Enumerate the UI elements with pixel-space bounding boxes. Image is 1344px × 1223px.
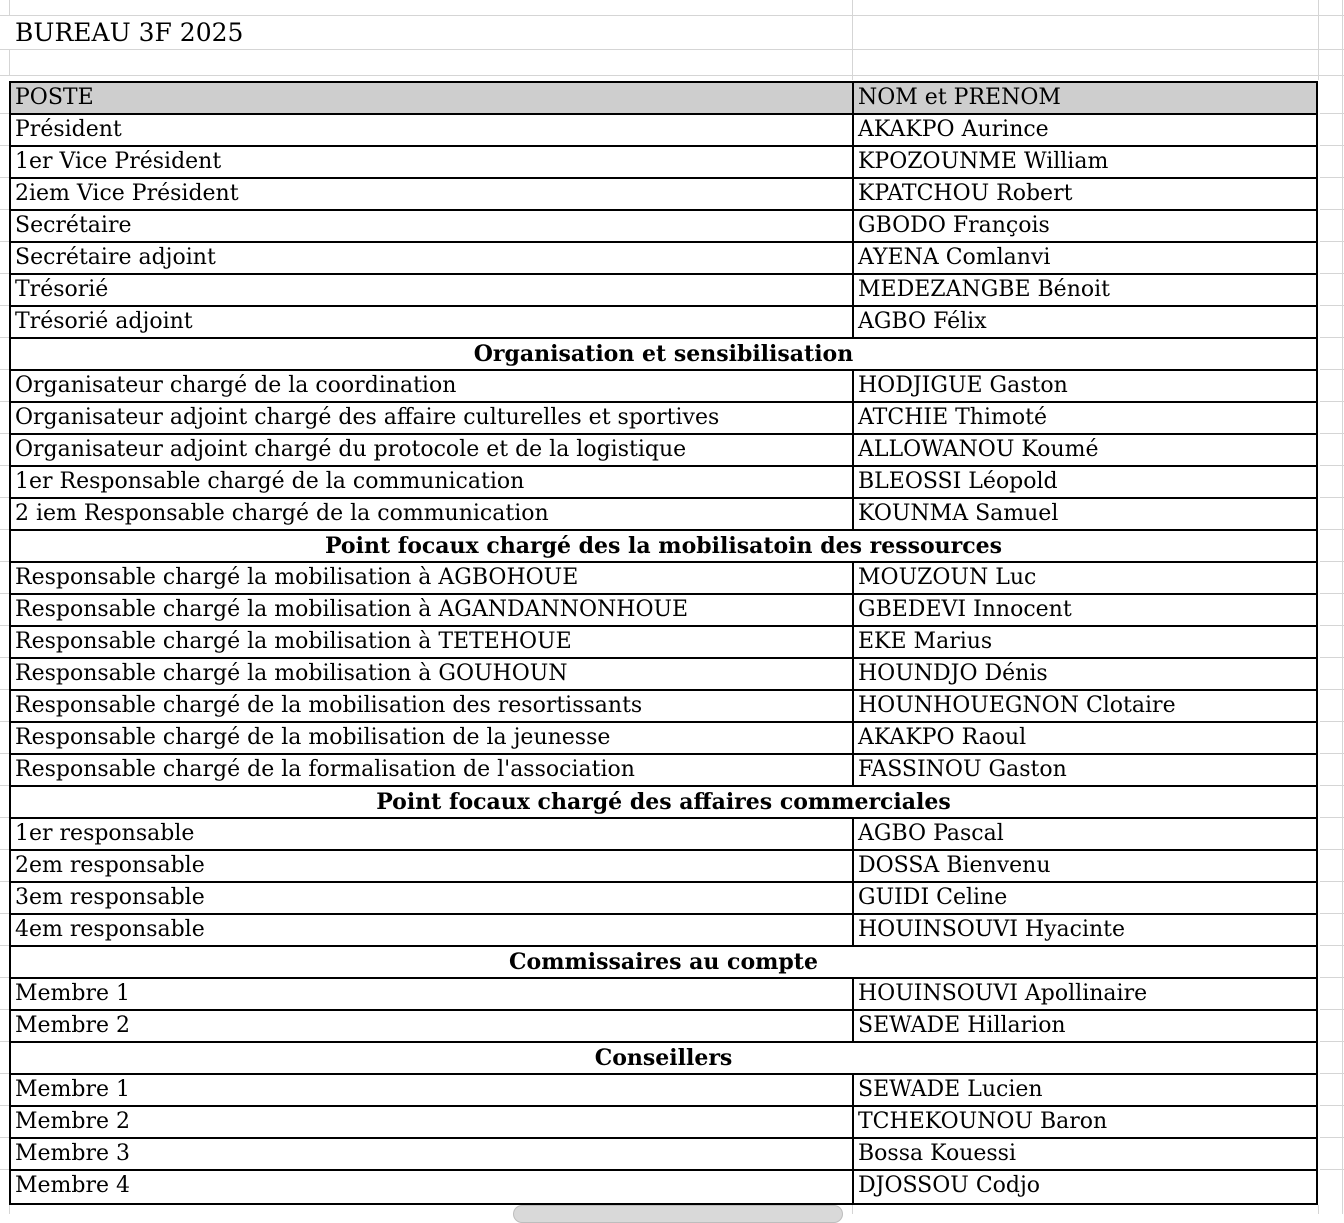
gridline bbox=[1320, 625, 1344, 626]
table-row bbox=[11, 115, 1316, 147]
gridline bbox=[0, 721, 9, 722]
poste-cell[interactable]: Responsable chargé la mobilisation à GOUHOUN bbox=[11, 659, 854, 689]
poste-cell[interactable]: Secrétaire bbox=[11, 211, 854, 241]
table-row bbox=[11, 467, 1316, 499]
gridline bbox=[852, 1205, 853, 1214]
gridline bbox=[1320, 753, 1344, 754]
poste-cell[interactable]: Organisateur adjoint chargé des affaire culturelles et sportives bbox=[11, 403, 854, 433]
gridline bbox=[1318, 0, 1319, 80]
table-row bbox=[11, 1075, 1316, 1107]
section-row[interactable] bbox=[11, 947, 1316, 979]
table-row bbox=[11, 243, 1316, 275]
gridline bbox=[0, 945, 9, 946]
gridline bbox=[1318, 1205, 1319, 1214]
table-row bbox=[11, 691, 1316, 723]
table-row bbox=[11, 179, 1316, 211]
poste-cell[interactable]: 1er Vice Président bbox=[11, 147, 854, 177]
nom-cell[interactable]: AGBO Félix bbox=[858, 309, 987, 334]
poste-cell[interactable]: Responsable chargé de la formalisation de l'association bbox=[11, 755, 854, 785]
table-row bbox=[11, 275, 1316, 307]
nom-cell[interactable]: ALLOWANOU Koumé bbox=[858, 437, 1099, 462]
poste-cell[interactable]: 1er responsable bbox=[11, 819, 854, 849]
gridline bbox=[0, 625, 9, 626]
title-cell[interactable]: BUREAU 3F 2025 bbox=[15, 18, 244, 47]
nom-cell[interactable]: KPOZOUNME William bbox=[858, 149, 1109, 174]
gridline bbox=[0, 977, 9, 978]
gridline bbox=[0, 273, 9, 274]
gridline bbox=[0, 913, 9, 914]
gridline bbox=[1320, 305, 1344, 306]
gridline bbox=[0, 209, 9, 210]
poste-cell[interactable]: Responsable chargé la mobilisation à AGBOHOUE bbox=[11, 563, 854, 593]
gridline bbox=[852, 0, 853, 80]
gridline bbox=[1320, 913, 1344, 914]
gridline bbox=[1320, 817, 1344, 818]
gridline bbox=[1320, 593, 1344, 594]
table-row bbox=[11, 1107, 1316, 1139]
gridline bbox=[0, 305, 9, 306]
poste-cell[interactable]: Trésorié bbox=[11, 275, 854, 305]
nom-cell[interactable]: AGBO Pascal bbox=[858, 821, 1004, 846]
gridline bbox=[1320, 1169, 1344, 1170]
table-row bbox=[11, 595, 1316, 627]
gridline bbox=[1320, 465, 1344, 466]
column-header-nom[interactable]: NOM et PRENOM bbox=[854, 83, 1316, 113]
section-label: Commissaires au compte bbox=[509, 949, 818, 975]
poste-cell[interactable]: Membre 1 bbox=[11, 1075, 854, 1105]
nom-cell[interactable]: HOUINSOUVI Apollinaire bbox=[858, 981, 1148, 1006]
poste-cell[interactable]: 4em responsable bbox=[11, 915, 854, 945]
nom-cell[interactable]: BLEOSSI Léopold bbox=[858, 469, 1058, 494]
nom-cell[interactable]: TCHEKOUNOU Baron bbox=[858, 1109, 1108, 1134]
nom-cell[interactable]: GUIDI Celine bbox=[858, 885, 1008, 910]
poste-cell[interactable]: Responsable chargé de la mobilisation de la jeunesse bbox=[11, 723, 854, 753]
section-row[interactable] bbox=[11, 339, 1316, 371]
table-header-row[interactable] bbox=[11, 83, 1316, 115]
poste-cell[interactable]: Organisateur chargé de la coordination bbox=[11, 371, 854, 401]
gridline bbox=[0, 497, 9, 498]
poste-cell[interactable]: Membre 2 bbox=[11, 1107, 854, 1137]
nom-cell[interactable]: KOUNMA Samuel bbox=[858, 501, 1059, 526]
nom-cell[interactable]: HODJIGUE Gaston bbox=[858, 373, 1068, 398]
poste-cell[interactable]: Membre 4 bbox=[11, 1171, 854, 1203]
section-label: Organisation et sensibilisation bbox=[473, 341, 854, 367]
section-row[interactable] bbox=[11, 1043, 1316, 1075]
gridline bbox=[1320, 561, 1344, 562]
gridline bbox=[1320, 945, 1344, 946]
table-row bbox=[11, 659, 1316, 691]
gridline bbox=[0, 1137, 9, 1138]
table-row bbox=[11, 627, 1316, 659]
gridline bbox=[1320, 1105, 1344, 1106]
poste-cell[interactable]: Responsable chargé la mobilisation à AGANDANNONHOUE bbox=[11, 595, 854, 625]
gridline bbox=[1320, 401, 1344, 402]
poste-cell[interactable]: 2iem Vice Président bbox=[11, 179, 854, 209]
section-label: Point focaux chargé des la mobilisatoin des ressources bbox=[324, 533, 1003, 559]
gridline bbox=[0, 593, 9, 594]
gridline bbox=[0, 1041, 9, 1042]
gridline bbox=[1320, 369, 1344, 370]
nom-cell[interactable]: SEWADE Hillarion bbox=[858, 1013, 1066, 1038]
gridline bbox=[0, 113, 9, 114]
gridline bbox=[9, 0, 10, 15]
gridline bbox=[1320, 1137, 1344, 1138]
gridline bbox=[0, 1009, 9, 1010]
table-row bbox=[11, 371, 1316, 403]
table-row bbox=[11, 851, 1316, 883]
gridline bbox=[0, 561, 9, 562]
gridline bbox=[1320, 1009, 1344, 1010]
section-row[interactable] bbox=[11, 531, 1316, 563]
section-label: Point focaux chargé des affaires commerciales bbox=[376, 789, 951, 815]
gridline bbox=[9, 1205, 10, 1214]
gridline bbox=[0, 753, 9, 754]
table-row bbox=[11, 755, 1316, 787]
nom-cell[interactable]: ATCHIE Thimoté bbox=[858, 405, 1047, 430]
poste-cell[interactable]: Responsable chargé la mobilisation à TETEHOUE bbox=[11, 627, 854, 657]
table-row bbox=[11, 307, 1316, 339]
nom-cell[interactable]: GBEDEVI Innocent bbox=[858, 597, 1072, 622]
table-row bbox=[11, 723, 1316, 755]
gridline bbox=[1320, 849, 1344, 850]
nom-cell[interactable]: MEDEZANGBE Bénoit bbox=[858, 277, 1110, 302]
nom-cell[interactable]: HOUNDJO Dénis bbox=[858, 661, 1048, 686]
gridline bbox=[1320, 1041, 1344, 1042]
gridline bbox=[1320, 145, 1344, 146]
gridline bbox=[0, 401, 9, 402]
gridline bbox=[0, 689, 9, 690]
poste-cell[interactable]: Secrétaire adjoint bbox=[11, 243, 854, 273]
section-row[interactable] bbox=[11, 787, 1316, 819]
gridline bbox=[1320, 241, 1344, 242]
horizontal-scrollbar-thumb[interactable] bbox=[513, 1205, 843, 1223]
nom-cell[interactable]: HOUNHOUEGNON Clotaire bbox=[858, 693, 1176, 718]
gridline bbox=[0, 1105, 9, 1106]
gridline bbox=[1320, 977, 1344, 978]
table-row bbox=[11, 1011, 1316, 1043]
gridline bbox=[0, 369, 9, 370]
poste-cell[interactable]: Membre 3 bbox=[11, 1139, 854, 1169]
gridline bbox=[1320, 177, 1344, 178]
table-row bbox=[11, 403, 1316, 435]
gridline bbox=[1320, 1073, 1344, 1074]
gridline bbox=[0, 337, 9, 338]
gridline bbox=[1320, 657, 1344, 658]
nom-cell[interactable]: HOUINSOUVI Hyacinte bbox=[858, 917, 1126, 942]
gridline bbox=[0, 177, 9, 178]
gridline bbox=[0, 145, 9, 146]
gridline bbox=[1342, 0, 1343, 1214]
table-row bbox=[11, 1139, 1316, 1171]
gridline bbox=[1320, 497, 1344, 498]
gridline bbox=[1320, 881, 1344, 882]
section-label: Conseillers bbox=[594, 1045, 733, 1071]
nom-cell[interactable]: FASSINOU Gaston bbox=[858, 757, 1067, 782]
gridline bbox=[0, 75, 1344, 76]
poste-cell[interactable]: Responsable chargé de la mobilisation des resortissants bbox=[11, 691, 854, 721]
poste-cell[interactable]: Trésorié adjoint bbox=[11, 307, 854, 337]
gridline bbox=[0, 529, 9, 530]
table-row bbox=[11, 435, 1316, 467]
gridline bbox=[0, 657, 9, 658]
nom-cell[interactable]: GBODO François bbox=[858, 213, 1050, 238]
gridline bbox=[1320, 689, 1344, 690]
gridline bbox=[0, 1073, 9, 1074]
table-row bbox=[11, 563, 1316, 595]
poste-cell[interactable]: 3em responsable bbox=[11, 883, 854, 913]
gridline bbox=[1320, 529, 1344, 530]
table-row bbox=[11, 979, 1316, 1011]
gridline bbox=[0, 849, 9, 850]
gridline bbox=[0, 465, 9, 466]
table-row bbox=[11, 147, 1316, 179]
poste-cell[interactable]: 2 iem Responsable chargé de la communication bbox=[11, 499, 854, 529]
nom-cell[interactable]: SEWADE Lucien bbox=[858, 1077, 1043, 1102]
gridline bbox=[1320, 273, 1344, 274]
table-row bbox=[11, 499, 1316, 531]
nom-cell[interactable]: EKE Marius bbox=[858, 629, 993, 654]
nom-cell[interactable]: DOSSA Bienvenu bbox=[858, 853, 1051, 878]
gridline bbox=[0, 433, 9, 434]
gridline bbox=[0, 785, 9, 786]
nom-cell[interactable]: AKAKPO Aurince bbox=[858, 117, 1049, 142]
poste-cell[interactable]: Organisateur adjoint chargé du protocole et de la logistique bbox=[11, 435, 854, 465]
nom-cell[interactable]: AKAKPO Raoul bbox=[858, 725, 1027, 750]
gridline bbox=[0, 1169, 9, 1170]
poste-cell[interactable]: 2em responsable bbox=[11, 851, 854, 881]
gridline bbox=[0, 241, 9, 242]
gridline bbox=[1320, 721, 1344, 722]
gridline bbox=[1320, 433, 1344, 434]
gridline bbox=[9, 50, 10, 75]
poste-cell[interactable]: Président bbox=[11, 115, 854, 145]
column-header-poste[interactable]: POSTE bbox=[11, 83, 854, 113]
table-row bbox=[11, 1171, 1316, 1203]
table-row bbox=[11, 915, 1316, 947]
gridline bbox=[1320, 113, 1344, 114]
gridline bbox=[1320, 337, 1344, 338]
gridline bbox=[1320, 209, 1344, 210]
nom-cell[interactable]: AYENA Comlanvi bbox=[858, 245, 1051, 270]
nom-cell[interactable]: DJOSSOU Codjo bbox=[858, 1173, 1041, 1198]
table-row bbox=[11, 211, 1316, 243]
gridline bbox=[0, 881, 9, 882]
table-row bbox=[11, 819, 1316, 851]
gridline bbox=[0, 817, 9, 818]
nom-cell[interactable]: Bossa Kouessi bbox=[858, 1141, 1016, 1166]
poste-cell[interactable]: Membre 2 bbox=[11, 1011, 854, 1041]
nom-cell[interactable]: MOUZOUN Luc bbox=[858, 565, 1037, 590]
poste-cell[interactable]: Membre 1 bbox=[11, 979, 854, 1009]
bureau-table bbox=[9, 81, 1318, 1205]
gridline bbox=[1320, 785, 1344, 786]
poste-cell[interactable]: 1er Responsable chargé de la communication bbox=[11, 467, 854, 497]
table-row bbox=[11, 883, 1316, 915]
nom-cell[interactable]: KPATCHOU Robert bbox=[858, 181, 1073, 206]
